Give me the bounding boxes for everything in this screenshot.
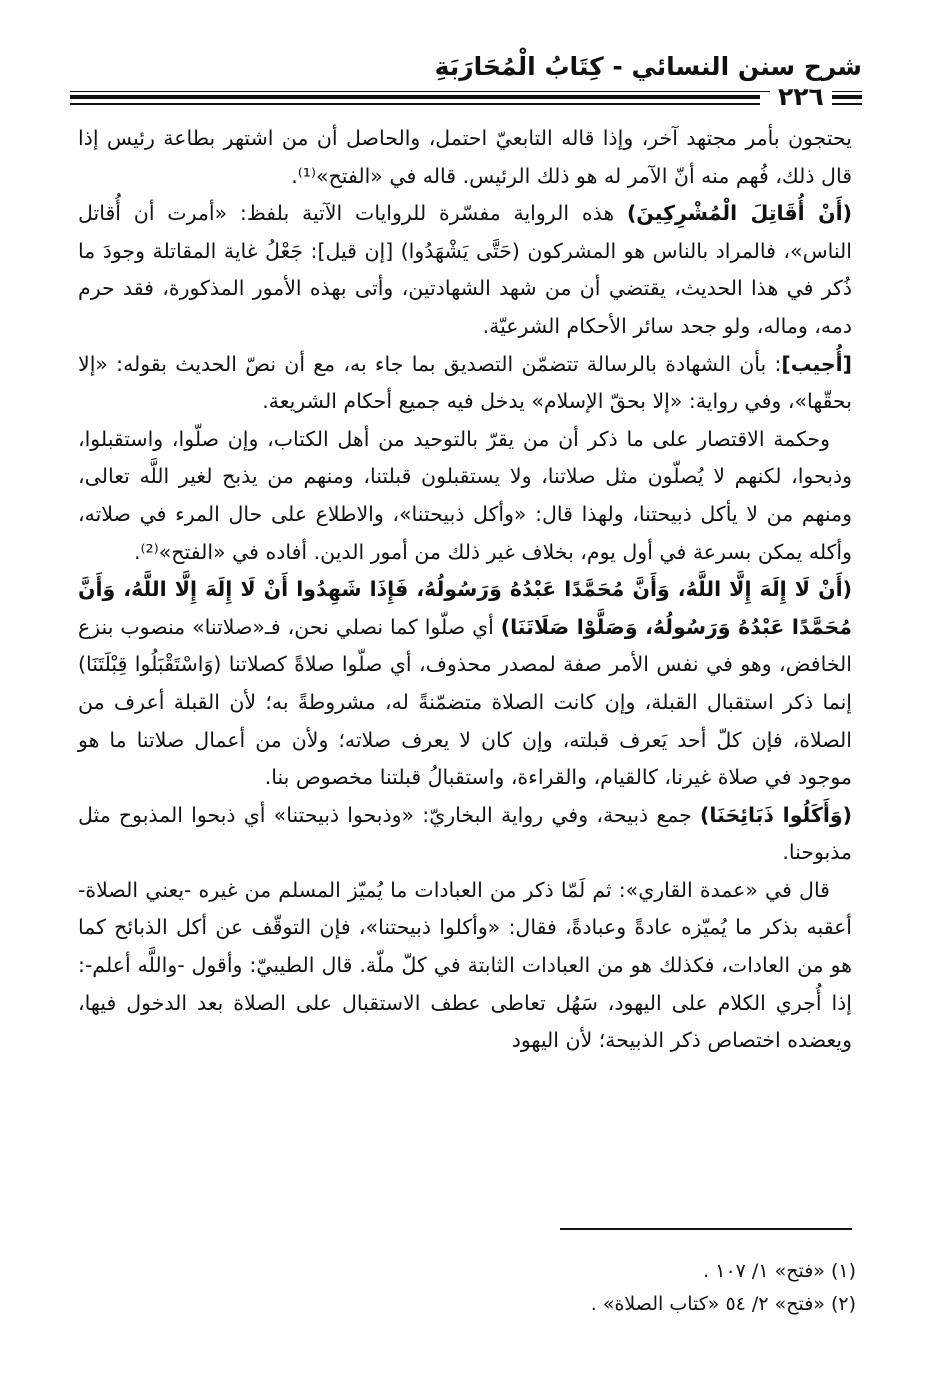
header-rule: [70, 91, 862, 92]
paragraph-text: يحتجون بأمر مجتهد آخر، وإذا قاله التابعيّ احتمل، والحاصل أن من اشتهر بطاعة رئيس إذا قال ذلك، فُهم منه أنّ الآمر له هو ذلك الرئيس. قاله في «الفتح»⁽¹⁾.: [78, 126, 852, 188]
hadith-quote: (وَأَكَلُوا ذَبَائِحَنَا): [700, 802, 852, 827]
paragraph: [78, 872, 852, 1060]
paragraph: [78, 797, 852, 872]
header-rule-thick-lower: [70, 103, 760, 105]
paragraph-text: أي صلّوا كما نصلي نحن، فـ«صلاتنا» منصوب بنزع الخافض، وهو في نفس الأمر صفة لمصدر محذوف، أي صلّوا صلاةً كصلاتنا (وَاسْتَقْبَلُوا قِبْلَتَنَا) إنما ذكر استقبال القبلة، وإن كانت الصلاة متضمّنةً له، مشروطةً به؛ لأن القبلة أعرف من الصلاة، فإن كلّ أحد يَعرف قبلته، وإن كان لا يعرف صلاته؛ ولأن من أعمال صلاتنا ما هو موجود في صلاة غيرنا، كالقيام، والقراءة، واستقبالُ قبلتنا مخصوص بنا.: [78, 614, 852, 790]
paragraph-text: جمع ذبيحة، وفي رواية البخاريّ: «وذبحوا ذبيحتنا» أي ذبحوا المذبوح مثل مذبوحنا.: [78, 802, 852, 865]
answer-marker: [أُجيب]: [781, 351, 852, 376]
footnote-separator: [560, 1228, 852, 1230]
footnotes: [300, 1255, 856, 1321]
paragraph: [78, 120, 852, 195]
paragraph: [78, 571, 852, 797]
page-header: [70, 52, 862, 122]
paragraph-text: وحكمة الاقتصار على ما ذكر أن من يقرّ بالتوحيد من أهل الكتاب، وإن صلّوا، واستقبلوا، وذبحوا، لكنهم لا يُصلّون مثل صلاتنا، ولا يستقبلون قبلتنا، ومنهم من يذبح لغير اللَّه تعالى، ومنهم من لا يأكل ذبيحتنا، ولهذا قال: «وأكل ذبيحتنا»، والاطلاع على حال المرء في صلاته، وأكله يمكن بسرعة في أول يوم، بخلاف غير ذلك من أمور الدين. أفاده في «الفتح»⁽²⁾.: [78, 426, 852, 564]
hadith-quote: (أَنْ لَا إِلَهَ إِلَّا اللَّهُ، وَأَنَّ مُحَمَّدًا عَبْدُهُ وَرَسُولُهُ، فَإِذَا شَهِدُوا أَنْ لَا إِلَهَ إِلَّا اللَّهُ، وَأَنَّ مُحَمَّدًا عَبْدُهُ وَرَسُولُهُ، وَصَلَّوْا صَلَاتَنَا): [78, 577, 852, 639]
header-rule-thick: [70, 95, 760, 99]
paragraph: [78, 346, 852, 421]
paragraph: [78, 195, 852, 345]
paragraph-text: : بأن الشهادة بالرسالة تتضمّن التصديق بما جاء به، مع أن نصّ الحديث بقوله: «إلا بحقّها»، وفي رواية: «إلا بحقّ الإسلام» يدخل فيه جميع أحكام الشريعة.: [78, 351, 852, 414]
body-text: [78, 120, 852, 1060]
footnote: (١) «فتح» ١/ ١٠٧ .: [703, 1260, 856, 1282]
page-number: ٢٢٦: [770, 82, 832, 111]
paragraph-text: قال في «عمدة القاري»: ثم لَمّا ذكر من العبادات ما يُميّز المسلم من غيره -يعني الصلاة- أعقبه بذكر ما يُميّزه عادةً وعبادةً، فقال: «وأكلوا ذبيحتنا»، فإن التوقّف عن أكل الذبائح كما هو من العادات، فكذلك هو من العبادات الثابتة في كلّ ملّة. قال الطيبيّ: وأقول -واللَّه أعلم-: إذا أُجري الكلام على اليهود، سَهُل تعاطى عطف الاستقبال على الصلاة بعد الدخول فيها، ويعضده اختصاص ذكر الذبيحة؛ لأن اليهود: [78, 877, 852, 1053]
running-title: شرح سنن النسائي - كِتَابُ الْمُحَارَبَةِ: [434, 52, 862, 81]
footnote: (٢) «فتح» ٢/ ٥٤ «كتاب الصلاة» .: [590, 1293, 856, 1315]
paragraph-text: هذه الرواية مفسّرة للروايات الآتية بلفظ: «أمرت أن أُقاتل الناس»، فالمراد بالناس هو المشركون (حَتَّى يَشْهَدُوا) [إن قيل]: جَعْلُ غاية المقاتلة وجودَ ما ذُكر في هذا الحديث، يقتضي أن من شهد الشهادتين، وأتى بهذه الأمور المذكورة، فقد حرم دمه، وماله، ولو جحد سائر الأحكام الشرعيّة.: [78, 201, 852, 338]
paragraph: [78, 421, 852, 571]
hadith-quote: (أَنْ أُقَاتِلَ الْمُشْرِكِينَ): [626, 201, 852, 226]
